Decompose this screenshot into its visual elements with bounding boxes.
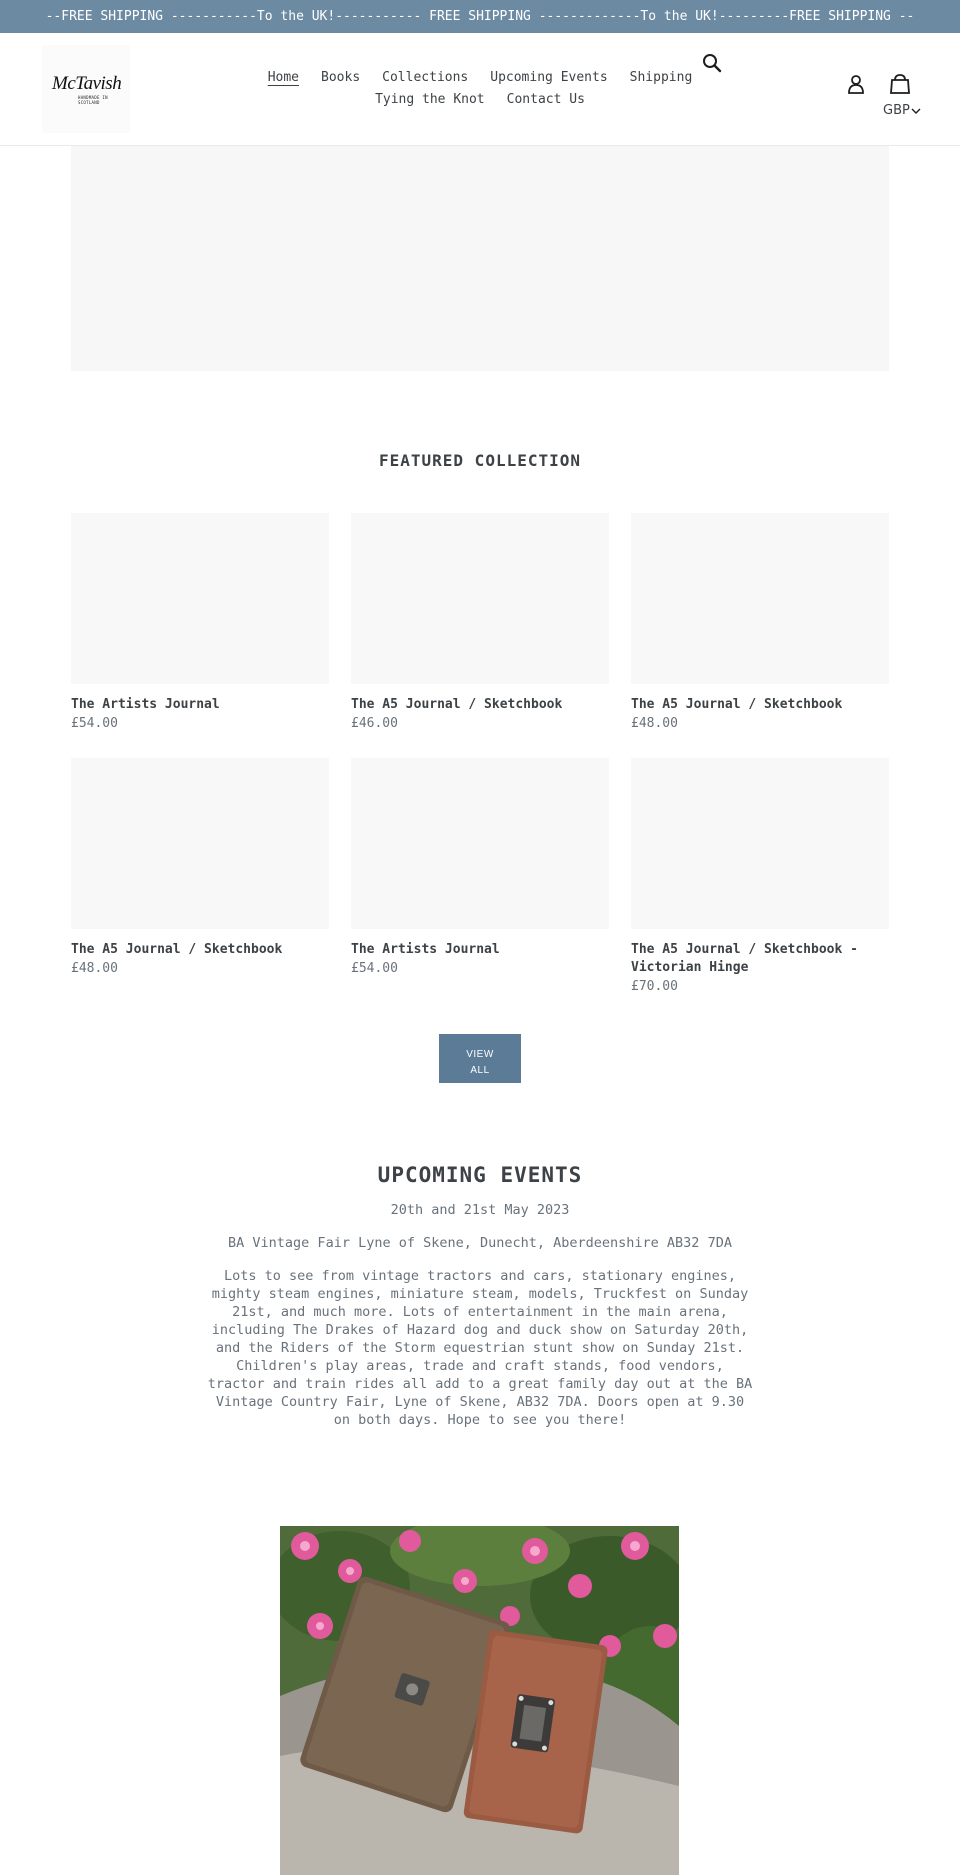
nav-contact-us[interactable]: Contact Us (506, 92, 585, 107)
nav-row-1 (170, 70, 790, 85)
product-name[interactable]: The Artists Journal (351, 942, 500, 957)
product-card[interactable] (351, 513, 609, 733)
product-name[interactable]: The A5 Journal / Sketchbook - Victorian Hinge (631, 942, 858, 975)
logo-subtext: HANDMADE IN SCOTLAND (78, 95, 108, 105)
journals-photo-illustration (280, 1526, 679, 1875)
nav-tying-the-knot[interactable]: Tying the Knot (375, 92, 485, 107)
product-image[interactable] (71, 513, 329, 684)
product-card[interactable] (631, 513, 889, 733)
nav-shipping[interactable]: Shipping (629, 70, 693, 85)
announcement-bar: --FREE SHIPPING -----------To the UK!----------- FREE SHIPPING -------------To the UK!---------FREE SHIPPING -- (0, 0, 960, 33)
currency-label: GBP (883, 103, 910, 118)
site-header (0, 33, 960, 146)
product-price: £70.00 (631, 979, 678, 994)
product-name[interactable]: The A5 Journal / Sketchbook (71, 942, 283, 957)
product-image[interactable] (631, 513, 889, 684)
product-price: £46.00 (351, 716, 398, 731)
product-card[interactable] (631, 758, 889, 996)
event-date: 20th and 21st May 2023 (390, 1202, 570, 1218)
product-price: £54.00 (351, 961, 398, 976)
event-description-paragraph-2: Children's play areas, trade and craft stands, food vendors, tractor and train rides all add to a great family day out at the BA Vintage Country Fair, Lyne of Skene, AB32 7DA. Doors open at 9.30 on both days. Hope to see you there! (207, 1358, 753, 1428)
chevron-down-icon (911, 107, 921, 115)
nav-books[interactable]: Books (321, 70, 361, 85)
product-card[interactable] (71, 758, 329, 978)
logo[interactable] (42, 45, 130, 133)
currency-selector[interactable] (883, 103, 921, 118)
product-image[interactable] (71, 758, 329, 929)
product-card[interactable] (71, 513, 329, 733)
featured-collection-title: FEATURED COLLECTION (378, 451, 582, 470)
view-all-label-line-1: VIEW (466, 1048, 494, 1060)
product-image[interactable] (351, 513, 609, 684)
product-image[interactable] (351, 758, 609, 929)
event-location: BA Vintage Fair Lyne of Skene, Dunecht, Aberdeenshire AB32 7DA (228, 1235, 732, 1251)
product-name[interactable]: The A5 Journal / Sketchbook (631, 697, 843, 712)
view-all-button[interactable] (439, 1034, 521, 1083)
hero-banner (71, 146, 889, 371)
product-price: £54.00 (71, 716, 118, 731)
account-icon[interactable] (845, 73, 867, 95)
product-card[interactable] (351, 758, 609, 978)
product-name[interactable]: The A5 Journal / Sketchbook (351, 697, 563, 712)
upcoming-events-title: UPCOMING EVENTS (377, 1163, 583, 1187)
logo-text: McTavish (52, 73, 122, 94)
event-description (205, 1267, 755, 1429)
event-photo (280, 1526, 679, 1875)
nav-home[interactable]: Home (267, 70, 300, 85)
nav-upcoming-events[interactable]: Upcoming Events (490, 70, 608, 85)
product-price: £48.00 (631, 716, 678, 731)
cart-icon[interactable] (888, 73, 912, 95)
nav-collections[interactable]: Collections (382, 70, 469, 85)
nav-row-2 (170, 92, 790, 107)
view-all-label-line-2: ALL (470, 1064, 490, 1076)
product-name[interactable]: The Artists Journal (71, 697, 220, 712)
product-image[interactable] (631, 758, 889, 929)
search-icon[interactable] (701, 52, 723, 74)
product-price: £48.00 (71, 961, 118, 976)
event-description-paragraph-1: Lots to see from vintage tractors and cars, stationary engines, mighty steam engines, miniature steam, models, Truckfest on Sunday 21st, and much more. Lots of entertainment in the main arena, including The Drakes of Hazard dog and duck show on Saturday 20th, and the Riders of the Storm equestrian stunt show on Sunday 21st. (211, 1268, 749, 1356)
